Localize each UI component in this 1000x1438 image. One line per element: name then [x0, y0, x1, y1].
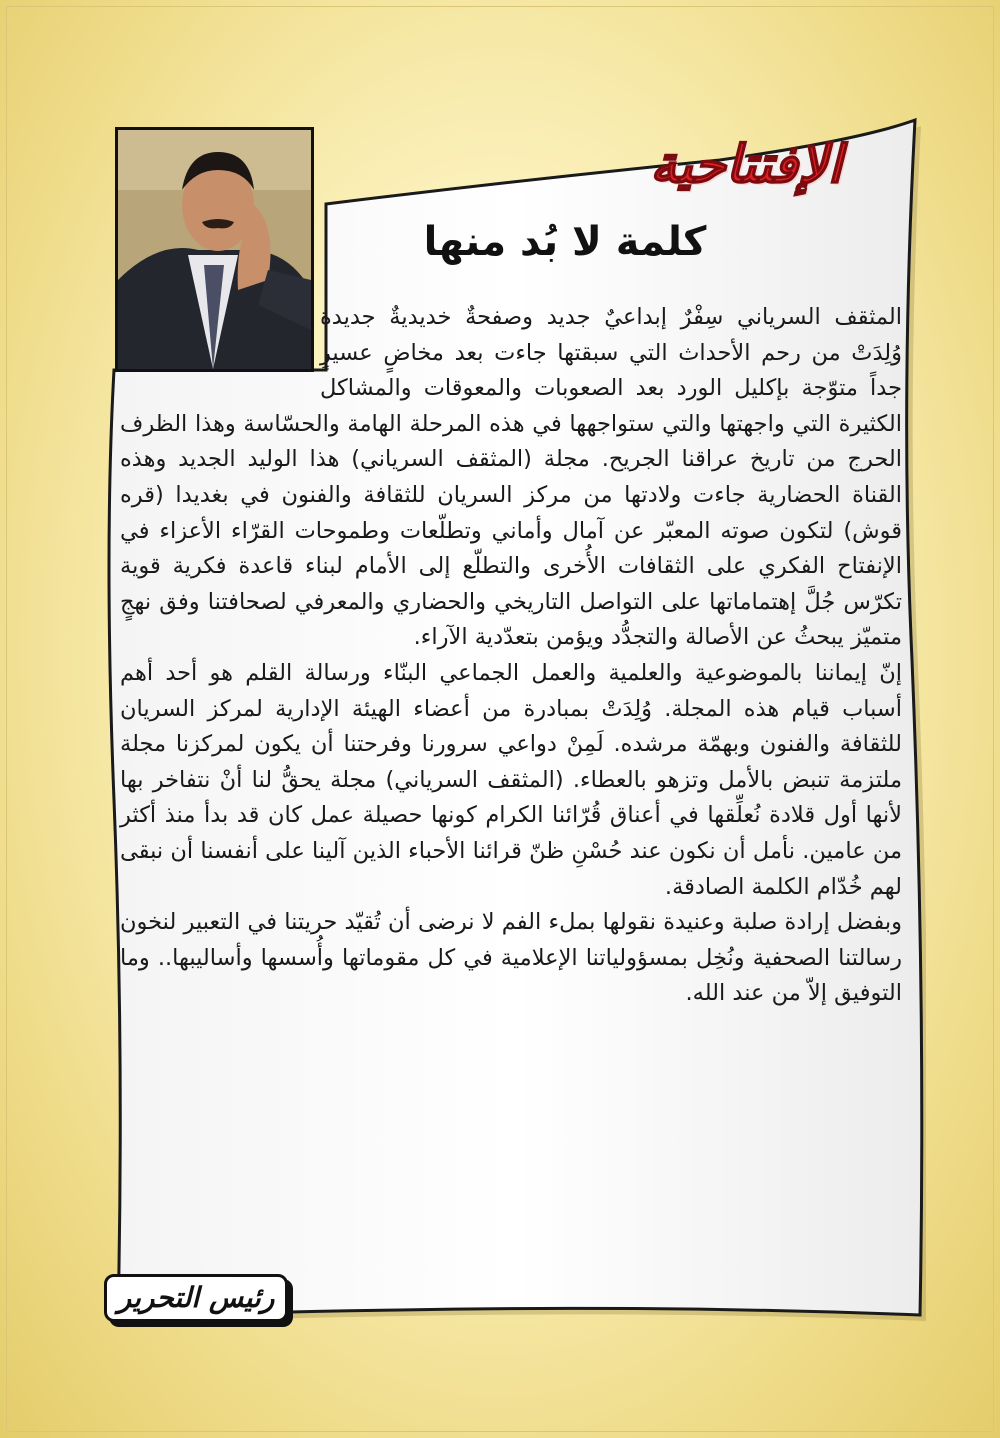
signature-badge [104, 1274, 294, 1328]
article-paragraph-3: وبفضل إرادة صلبة وعنيدة نقولها بملء الفم لا نرضى أن تُقيّد حريتنا في التعبير لنخون رسالتنا الصحفية ونُخِل بمسؤولياتنا الإعلامية في كل مقوماتها وأُسسها وأساليبها.. وما التوفيق إلاّ من عند الله. [120, 909, 902, 1007]
section-title: الإفتتاحية [650, 134, 842, 195]
article-paragraph-2: إنّ إيماننا بالموضوعية والعلمية والعمل الجماعي البنّاء ورسالة القلم هو أحد أهم أسباب قيام هذه المجلة. وُلِدَتْ بمبادرة من أعضاء الهيئة الإدارية لمركز السريان للثقافة والفنون وبهمّة مرشده. لَمِنْ دواعي سرورنا وفرحتنا أن يكون لمركزنا مجلة ملتزمة تنبض بالأمل وتزهو بالعطاء. (المثقف السرياني) مجلة يحقُّ لنا أنْ نتفاخر بها لأنها أول قلادة نُعلِّقها في أعناق قُرّائنا الكرام كونها حصيلة عمل كان قد بدأ منذ أكثر من عامين. نأمل أن نكون عند حُسْنِ ظنّ قرائنا الأحباء الذين آلينا على أنفسنا أن نبقى لهم خُدّام الكلمة الصادقة. [120, 659, 902, 900]
article-body [120, 300, 902, 1012]
signature-label: رئيس التحرير [104, 1274, 288, 1322]
photo-wrap-spacer [120, 300, 320, 372]
article-paragraph-1: المثقف السرياني سِفْرٌ إبداعيٌ جديد وصفحةٌ خديديةٌ جديدة وُلِدَتْ من رحم الأحداث التي سبقتها جاءت بعد مخاضٍ عسيرٍ جداً متوّجة بإكليل الورد بعد الصعوبات والمعوقات والمشاكل الكثيرة التي واجهتها والتي ستواجهها في هذه المرحلة الهامة والحسّاسة وهذا الظرف الحرج من تاريخ عراقنا الجريح. مجلة (المثقف السرياني) هذا الوليد الجديد وهذه القناة الحضارية جاءت ولادتها من مركز السريان للثقافة والفنون في بغديدا (قره قوش) لتكون صوته المعبّر عن آمال وأماني وتطلّعات وطموحات القرّاء الأعزاء في الإنفتاح الفكري على الثقافات الأُخرى والتطلّع إلى الأمام لبناء قاعدة فكرية قوية تكرّس جُلَّ إهتماماتها على التواصل التاريخي والحضاري والمعرفي لصحافتنا وفق نهجٍ متميّز يبحثُ عن الأصالة والتجدُّد ويؤمن بتعدّدية الآراء. [120, 304, 902, 651]
article-headline: كلمة لا بُد منها [423, 219, 707, 265]
